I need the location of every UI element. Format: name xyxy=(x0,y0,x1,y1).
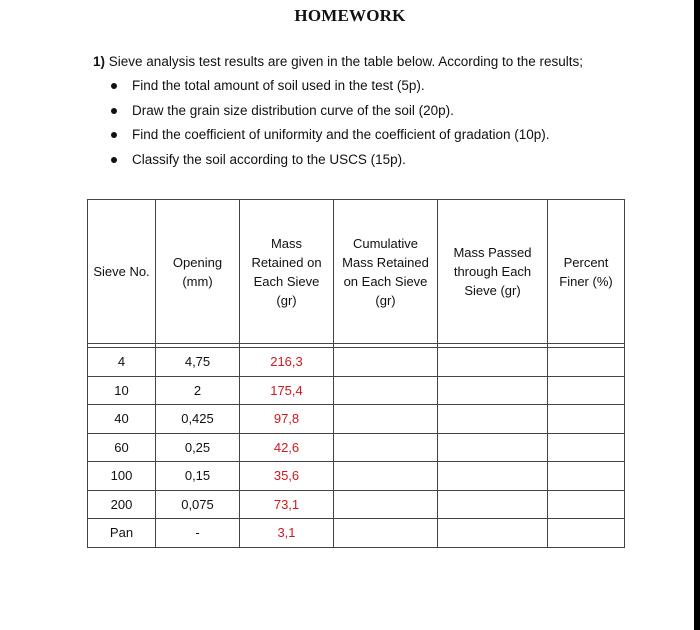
header-percent-finer: Percent Finer (%) xyxy=(548,200,625,344)
cell-sieve-no: 40 xyxy=(88,405,156,434)
cell-mass-retained: 42,6 xyxy=(240,433,334,462)
cell-percent-finer[interactable] xyxy=(548,376,625,405)
header-mass-retained: Mass Retained on Each Sieve (gr) xyxy=(240,200,334,344)
cell-opening: 0,15 xyxy=(156,462,240,491)
task-item: Classify the soil according to the USCS (15p). xyxy=(104,150,550,175)
cell-percent-finer[interactable] xyxy=(548,405,625,434)
cell-mass-passed[interactable] xyxy=(438,376,548,405)
cell-percent-finer[interactable] xyxy=(548,348,625,377)
header-opening: Opening (mm) xyxy=(156,200,240,344)
cell-percent-finer[interactable] xyxy=(548,490,625,519)
sieve-analysis-table xyxy=(87,199,625,548)
task-item: Find the total amount of soil used in the test (5p). xyxy=(104,76,550,101)
task-item: Draw the grain size distribution curve of the soil (20p). xyxy=(104,101,550,126)
question-statement xyxy=(93,54,583,69)
question-number: 1) xyxy=(93,54,106,69)
cell-opening: 0,25 xyxy=(156,433,240,462)
cell-sieve-no: 10 xyxy=(88,376,156,405)
cell-mass-passed[interactable] xyxy=(438,433,548,462)
cell-mass-retained: 3,1 xyxy=(240,519,334,548)
table-row xyxy=(88,348,625,377)
cell-mass-retained: 35,6 xyxy=(240,462,334,491)
cell-mass-retained: 97,8 xyxy=(240,405,334,434)
question-text: Sieve analysis test results are given in the table below. According to the results; xyxy=(108,54,584,69)
cell-opening: 2 xyxy=(156,376,240,405)
cell-opening: 4,75 xyxy=(156,348,240,377)
cell-opening: 0,075 xyxy=(156,490,240,519)
cell-cumulative[interactable] xyxy=(334,490,438,519)
table-row xyxy=(88,519,625,548)
table-header-row xyxy=(88,200,625,344)
cell-cumulative[interactable] xyxy=(334,433,438,462)
cell-percent-finer[interactable] xyxy=(548,519,625,548)
cell-mass-passed[interactable] xyxy=(438,348,548,377)
cell-opening: 0,425 xyxy=(156,405,240,434)
cell-mass-retained: 73,1 xyxy=(240,490,334,519)
page-title: HOMEWORK xyxy=(294,6,406,25)
cell-cumulative[interactable] xyxy=(334,348,438,377)
cell-mass-passed[interactable] xyxy=(438,490,548,519)
cell-sieve-no: 200 xyxy=(88,490,156,519)
cell-percent-finer[interactable] xyxy=(548,433,625,462)
cell-mass-passed[interactable] xyxy=(438,519,548,548)
cell-cumulative[interactable] xyxy=(334,462,438,491)
header-sieve-no: Sieve No. xyxy=(88,200,156,344)
cell-sieve-no: 4 xyxy=(88,348,156,377)
task-list xyxy=(104,76,550,174)
task-item: Find the coefficient of uniformity and the coefficient of gradation (10p). xyxy=(104,125,550,150)
right-edge-bar xyxy=(694,0,700,630)
cell-sieve-no: 60 xyxy=(88,433,156,462)
cell-cumulative[interactable] xyxy=(334,519,438,548)
cell-mass-retained: 216,3 xyxy=(240,348,334,377)
cell-opening: - xyxy=(156,519,240,548)
table-row xyxy=(88,405,625,434)
cell-percent-finer[interactable] xyxy=(548,462,625,491)
cell-sieve-no: 100 xyxy=(88,462,156,491)
header-cumulative-mass: Cumulative Mass Retained on Each Sieve (gr) xyxy=(334,200,438,344)
header-mass-passed: Mass Passed through Each Sieve (gr) xyxy=(438,200,548,344)
table-row xyxy=(88,490,625,519)
cell-mass-passed[interactable] xyxy=(438,462,548,491)
cell-cumulative[interactable] xyxy=(334,405,438,434)
table-row xyxy=(88,433,625,462)
cell-sieve-no: Pan xyxy=(88,519,156,548)
cell-cumulative[interactable] xyxy=(334,376,438,405)
table-row xyxy=(88,462,625,491)
cell-mass-passed[interactable] xyxy=(438,405,548,434)
cell-mass-retained: 175,4 xyxy=(240,376,334,405)
table-row xyxy=(88,376,625,405)
